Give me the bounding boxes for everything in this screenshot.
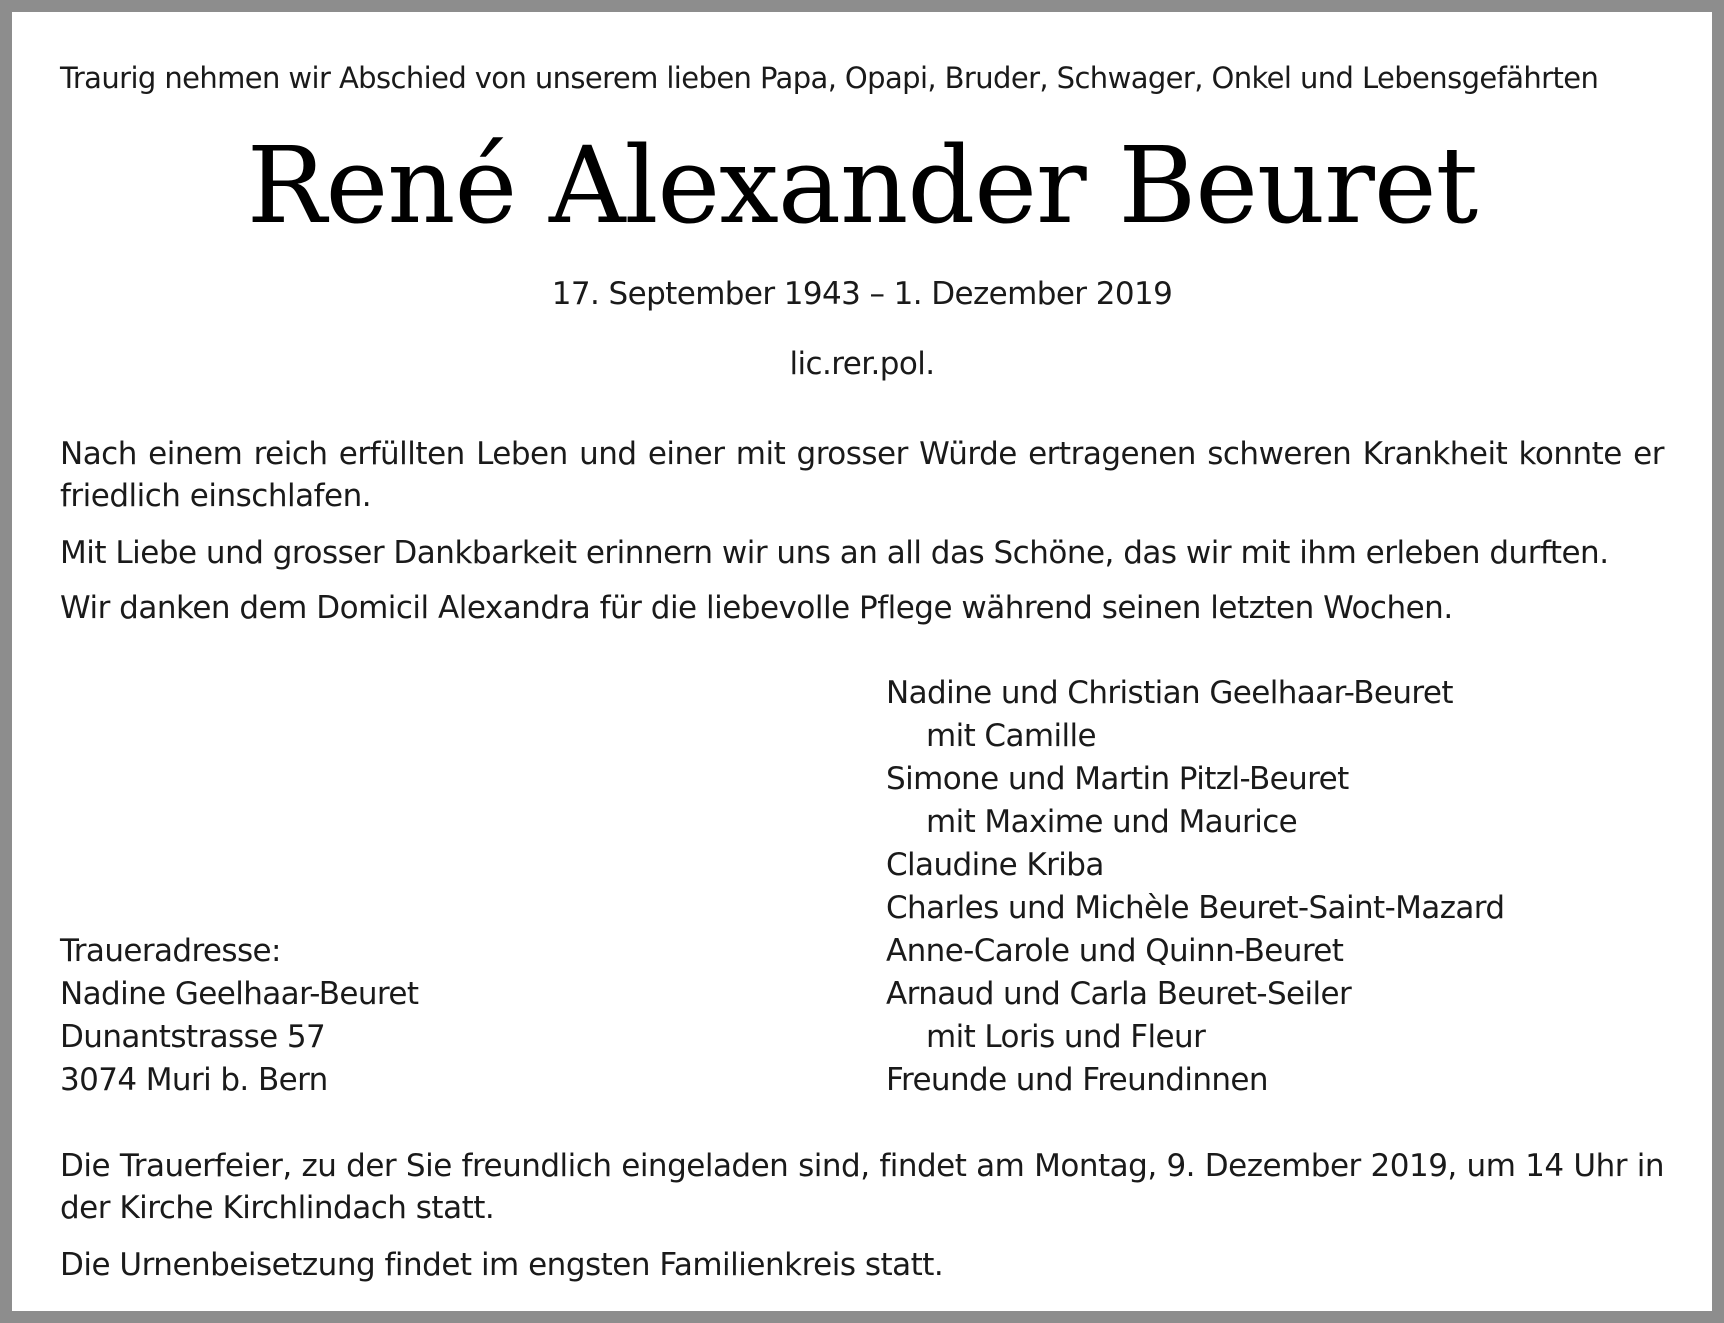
mourner-entry: Freunde und Freundinnen [886,1062,1268,1098]
mourner-children: mit Loris und Fleur [926,1019,1206,1055]
obituary-notice [12,12,1712,1311]
paragraph-peaceful-passing: Nach einem reich erfüllten Leben und einer mit grosser Würde ertragenen schweren Krankheit konnte er friedlich einschlafen. [60,436,1664,514]
paragraph-gratitude: Mit Liebe und grosser Dankbarkeit erinnern wir uns an all das Schöne, das wir mit ihm erleben durften. [60,535,1609,571]
mourner-entry: Claudine Kriba [886,847,1104,883]
mourning-address [60,930,418,1102]
address-city: 3074 Muri b. Bern [60,1062,328,1098]
mourner-entry: Charles und Michèle Beuret-Saint-Mazard [886,890,1505,926]
mourner-children: mit Maxime und Maurice [926,804,1298,840]
mourner-entry: Simone und Martin Pitzl-Beuret [886,761,1349,797]
mourner-children: mit Camille [926,718,1096,754]
mourner-entry: Nadine und Christian Geelhaar-Beuret [886,675,1453,711]
life-dates: 17. September 1943 – 1. Dezember 2019 [551,276,1173,312]
burial-info: Die Urnenbeisetzung findet im engsten Familienkreis statt. [60,1247,944,1283]
mourner-entry: Arnaud und Carla Beuret-Seiler [886,976,1352,1012]
address-name: Nadine Geelhaar-Beuret [60,976,419,1012]
academic-title: lic.rer.pol. [789,346,935,382]
address-street: Dunantstrasse 57 [60,1019,326,1055]
paragraph-thanks-care: Wir danken dem Domicil Alexandra für die liebevolle Pflege während seinen letzten Wochen. [60,590,1453,626]
deceased-name: René Alexander Beuret [246,124,1478,247]
intro-line: Traurig nehmen wir Abschied von unserem lieben Papa, Opapi, Bruder, Schwager, Onkel und Lebensgefährten [60,61,1599,95]
ceremony-info: Die Trauerfeier, zu der Sie freundlich eingeladen sind, findet am Montag, 9. Dezember 2019, um 14 Uhr in der Kirche Kirchlindach statt. [60,1148,1664,1226]
mourners-list [886,672,1504,1102]
address-label: Traueradresse: [60,933,281,969]
mourner-entry: Anne-Carole und Quinn-Beuret [886,933,1344,969]
